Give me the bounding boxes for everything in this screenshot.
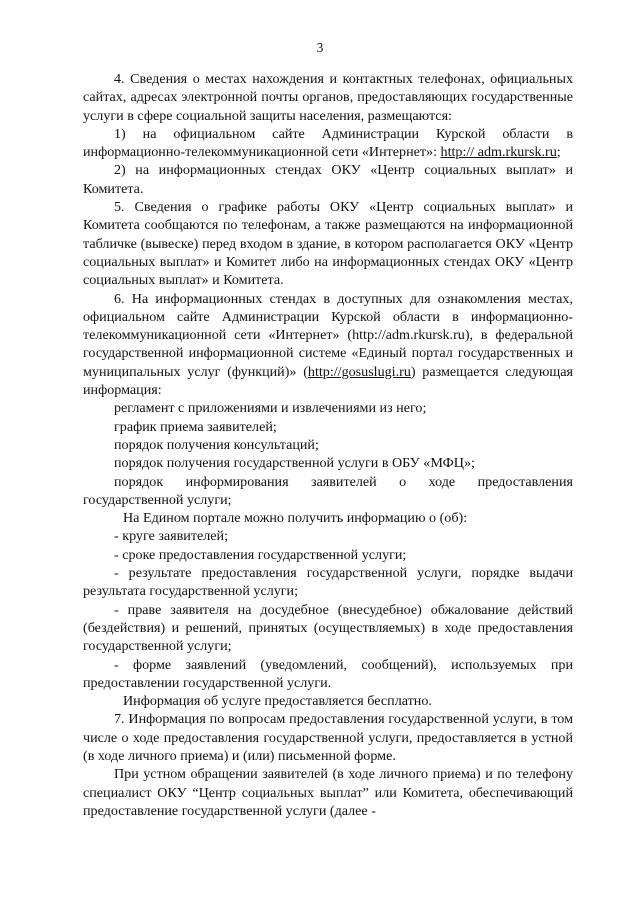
portal-list-item: - круге заявителей;: [114, 528, 229, 545]
paragraph-text: 1) на официальном сайте Администрации Курской области в информационно-телекоммуникационной сети «Интернет»:: [83, 125, 573, 161]
oral-appeal-paragraph: При устном обращении заявителей (в ходе личного приема) и по телефону специалист ОКУ “Центр социальных выплат” или Комитета, обеспечивающий предоставление государственной услуги (далее -: [83, 766, 573, 819]
paragraph-6: [83, 290, 573, 400]
page-number: 3: [316, 40, 324, 55]
portal-list-item: - форме заявлений (уведомлений, сообщений), используемых при предоставлении государственной услуги.: [83, 656, 573, 691]
paragraph-7: 7. Информация по вопросам предоставления государственной услуги, в том числе о ходе предоставления государственной услуги, предоставляется в устной (в ходе личного приема) и (или) письменной форме.: [83, 711, 573, 764]
free-of-charge-note: Информация об услуге предоставляется бесплатно.: [123, 693, 432, 710]
document-body: [83, 70, 573, 820]
paragraph-suffix: ) размещается следующая информация:: [83, 363, 573, 399]
gosuslugi-link[interactable]: http://gosuslugi.ru: [307, 363, 411, 380]
paragraph-4-item-2: 2) на информационных стендах ОКУ «Центр социальных выплат» и Комитета.: [83, 162, 573, 197]
paragraph-4: 4. Сведения о местах нахождения и контактных телефонах, официальных сайтах, адресах электронной почты органов, предоставляющих государственные услуги в сфере социальной защиты населения, размещаются:: [83, 71, 573, 124]
portal-list-item: - результате предоставления государственной услуги, порядке выдачи результата государственной услуги;: [83, 565, 573, 600]
info-list-item: регламент с приложениями и извлечениями из него;: [114, 400, 427, 417]
paragraph-suffix: ;: [556, 144, 561, 161]
info-list-item: порядок получения консультаций;: [114, 436, 319, 453]
info-list-item: порядок информирования заявителей о ходе предоставления государственной услуги;: [83, 473, 573, 508]
info-list-item: график приема заявителей;: [114, 418, 277, 435]
portal-list-item: - праве заявителя на досудебное (внесудебное) обжалование действий (бездействия) и решений, принятых (осуществляемых) в ходе предоставления государственной услуги;: [83, 601, 573, 655]
paragraph-text: 6. На информационных стендах в доступных для ознакомления местах, официальном сайте Администрации Курской области в информационно-телекоммуникационной сети «Интернет» (http://adm.rkursk.ru), в федеральной государственной информационной системе «Единый портал государственных и муниципальных услуг (функций)» (: [83, 290, 573, 380]
info-list-item: порядок получения государственной услуги в ОБУ «МФЦ»;: [114, 455, 475, 472]
adm-site-link[interactable]: http:// adm.rkursk.ru: [440, 144, 557, 161]
paragraph-4-item-1: [83, 125, 573, 162]
portal-info-intro: На Едином портале можно получить информацию о (об):: [123, 510, 468, 527]
paragraph-5: 5. Сведения о графике работы ОКУ «Центр социальных выплат» и Комитета сообщаются по телефонам, а также размещаются на информационной табличке (вывеске) перед входом в здание, в котором располагается ОКУ «Центр социальных выплат» и Комитет либо на информационных стендах ОКУ «Центр социальных выплат» и Комитета.: [83, 199, 573, 289]
portal-list-item: - сроке предоставления государственной услуги;: [114, 546, 407, 563]
